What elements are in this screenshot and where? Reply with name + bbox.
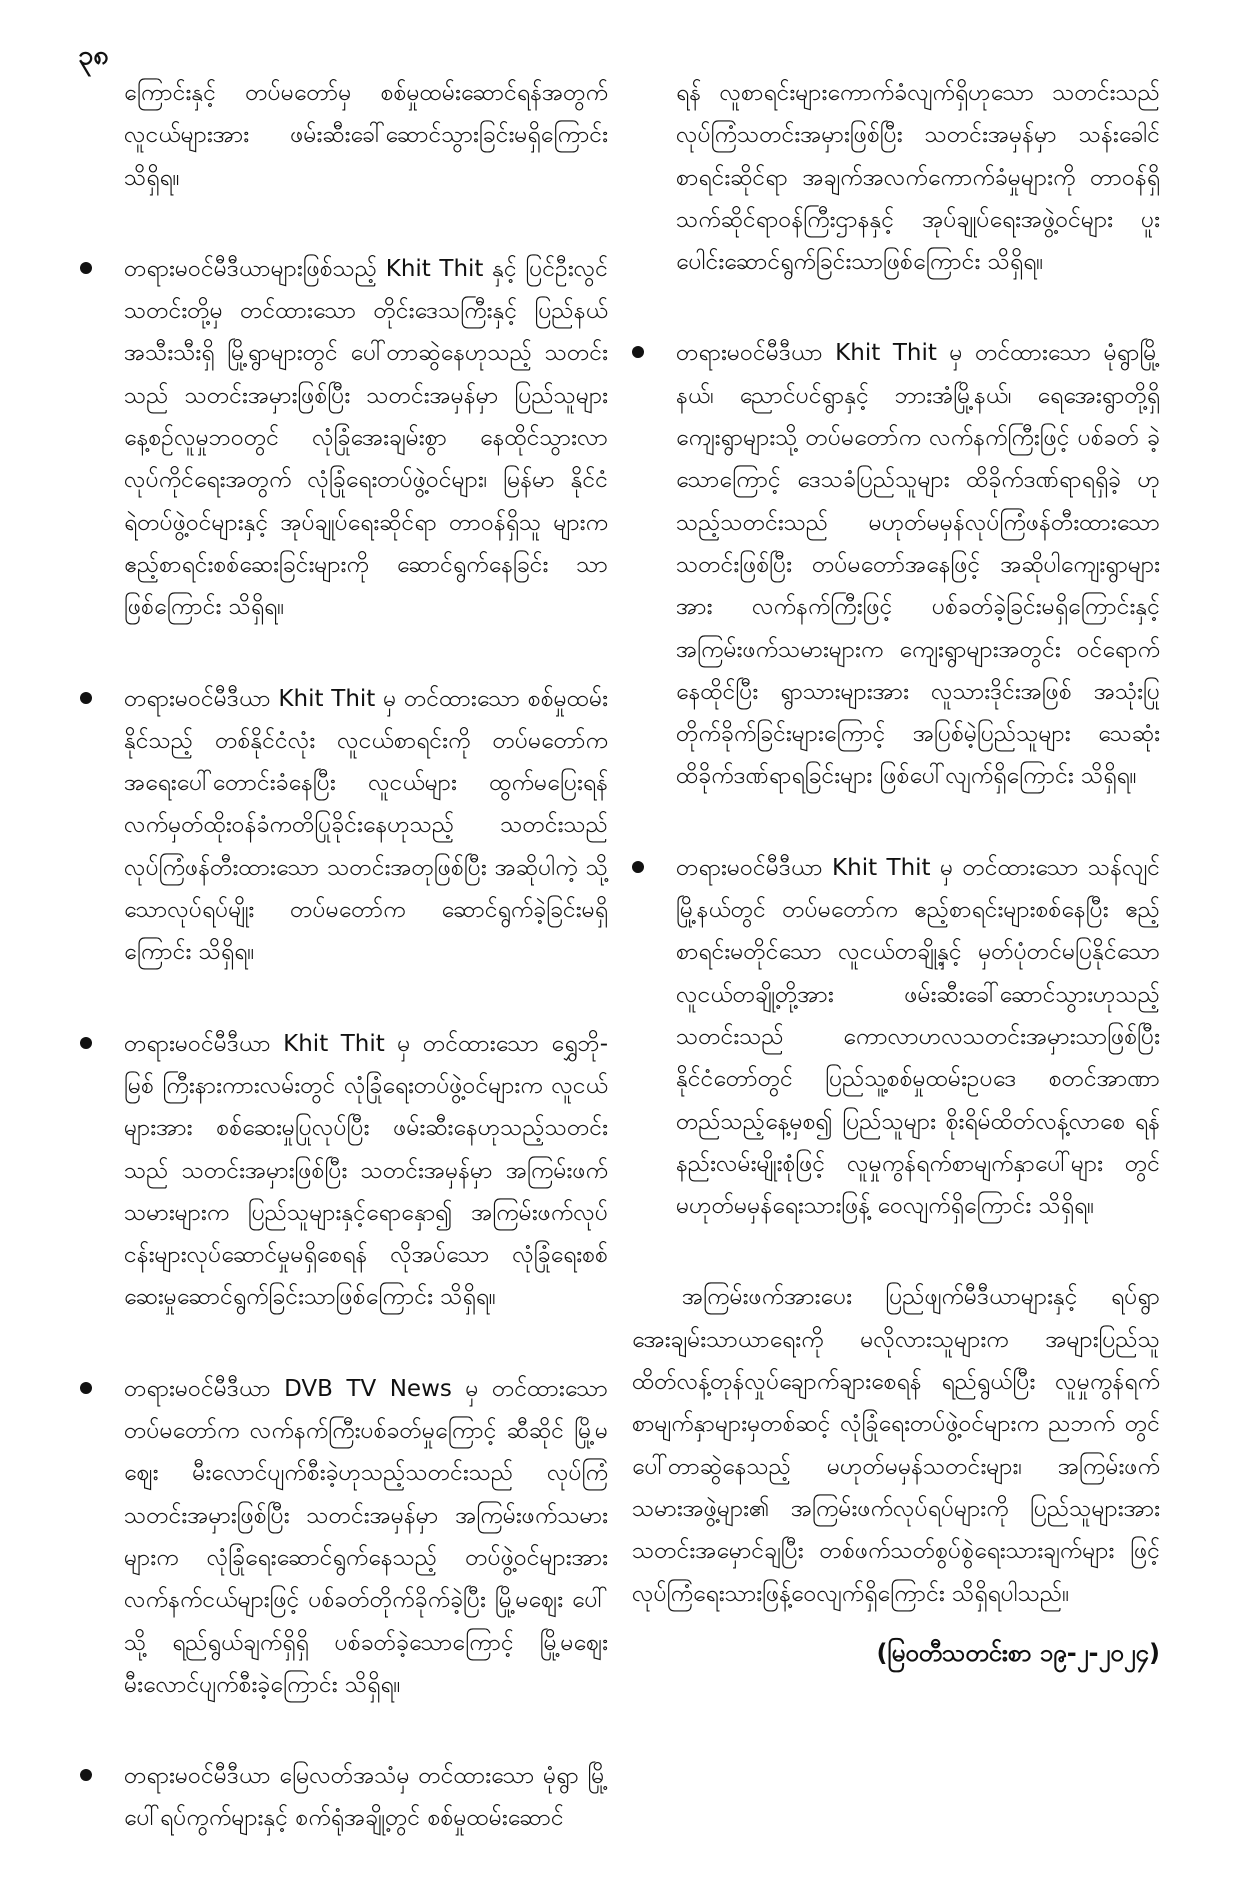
- source-citation: (မြဝတီသတင်းစာ ၁၉-၂-၂၀၂၄): [876, 1638, 1160, 1667]
- right-column: [632, 72, 1160, 1673]
- bullet-icon: [632, 861, 644, 873]
- bullet-item: [80, 1755, 608, 1840]
- bullet-text: တရားမဝင်မီဒီယာ Khit Thit မှ တင်ထားသော သန်လျင် မြို့နယ်တွင် တပ်မတော်က ဧည့်စာရင်းများစစ်နေပြီး ဧည့် စာရင်းမတိုင်သော လူငယ်တချို့နှင့် မှတ်ပုံတင်မပြနိုင်သော လူငယ်တချို့တို့အား ဖမ်းဆီးခေါ်ဆောင်သွားဟုသည့် သတင်းသည် ကောလာဟလသတင်းအမှားသာဖြစ်ပြီး နိုင်ငံတော်တွင် ပြည်သူ့စစ်မှုထမ်းဥပဒေ စတင်အာဏာ တည်သည့်နေ့မှစ၍ ပြည်သူများ စိုးရိမ်ထိတ်လန့်လာစေ ရန် နည်းလမ်းမျိုးစုံဖြင့် လူမှုကွန်ရက်စာမျက်နှာပေါ်များ တွင် မဟုတ်မမှန်ရေးသားဖြန့် ဝေလျက်ရှိကြောင်း သိရှိရ။: [676, 854, 1160, 1220]
- bullet-icon: [80, 1382, 92, 1394]
- bullet-text: တရားမဝင်မီဒီယာ Khit Thit မှ တင်ထားသော စစ်မှုထမ်း နိုင်သည့် တစ်နိုင်ငံလုံး လူငယ်စာရင်းကို တပ်မတော်က အရေးပေါ်တောင်းခံနေပြီး လူငယ်များ ထွက်မပြေးရန် လက်မှတ်ထိုးဝန်ခံကတိပြုခိုင်းနေဟုသည့် သတင်းသည် လုပ်ကြံဖန်တီးထားသော သတင်းအတုဖြစ်ပြီး အဆိုပါကဲ့ သို့သောလုပ်ရပ်မျိုး တပ်မတော်က ဆောင်ရွက်ခဲ့ခြင်းမရှိ ကြောင်း သိရှိရ။: [124, 685, 608, 966]
- bullet-icon: [80, 692, 92, 704]
- left-column: [80, 72, 608, 1889]
- bullet-icon: [80, 262, 92, 274]
- bullet-item: [632, 332, 1160, 797]
- continued-paragraph: ရန် လူစာရင်းများကောက်ခံလျက်ရှိဟုသော သတင်းသည် လုပ်ကြံသတင်းအမှားဖြစ်ပြီး သတင်းအမှန်မှာ သန်းခေါင် စာရင်းဆိုင်ရာ အချက်အလက်ကောက်ခံမှုများကို တာဝန်ရှိ သက်ဆိုင်ရာဝန်ကြီးဌာနနှင့် အုပ်ချုပ်ရေးအဖွဲ့ဝင်များ ပူး ပေါင်းဆောင်ရွက်ခြင်းသာဖြစ်ကြောင်း သိရှိရ။: [676, 80, 1160, 276]
- bullet-text: တရားမဝင်မီဒီယာ Khit Thit မှ တင်ထားသော မုံရွာမြို့ နယ်၊ ညောင်ပင်ရွာနှင့် ဘားအံမြို့နယ်၊ ရေအေးရွာတို့ရှိ ကျေးရွာများသို့ တပ်မတော်က လက်နက်ကြီးဖြင့် ပစ်ခတ် ခဲ့သောကြောင့် ဒေသခံပြည်သူများ ထိခိုက်ဒဏ်ရာရရှိခဲ့ ဟုသည့်သတင်းသည် မဟုတ်မမှန်လုပ်ကြံဖန်တီးထားသော သတင်းဖြစ်ပြီး တပ်မတော်အနေဖြင့် အဆိုပါကျေးရွာများ အား လက်နက်ကြီးဖြင့် ပစ်ခတ်ခဲ့ခြင်းမရှိကြောင်းနှင့် အကြမ်းဖက်သမားများက ကျေးရွာများအတွင်း ဝင်ရောက် နေထိုင်ပြီး ရွာသားများအား လူသားဒိုင်းအဖြစ် အသုံးပြု တိုက်ခိုက်ခြင်းများကြောင့် အပြစ်မဲ့ပြည်သူများ သေဆုံး ထိခိုက်ဒဏ်ရာရခြင်းများ ဖြစ်ပေါ်လျက်ရှိကြောင်း သိရှိရ။: [676, 340, 1160, 790]
- bullet-item: [80, 1368, 608, 1706]
- continued-paragraph: ကြောင်းနှင့် တပ်မတော်မှ စစ်မှုထမ်းဆောင်ရန်အတွက် လူငယ်များအား ဖမ်းဆီးခေါ်ဆောင်သွားခြင်းမရှိကြောင်း သိရှိရ။: [124, 80, 608, 191]
- bullet-item: [632, 847, 1160, 1228]
- page-number: ၃၈: [78, 40, 109, 71]
- bullet-item: [80, 1023, 608, 1319]
- closing-paragraph: အကြမ်းဖက်အားပေး ပြည်ဖျက်မီဒီယာများနှင့် ရပ်ရွာ အေးချမ်းသာယာရေးကို မလိုလားသူများက အများပြည်သူ ထိတ်လန့်တုန်လှုပ်ချောက်ချားစေရန် ရည်ရွယ်ပြီး လူမှုကွန်ရက် စာမျက်နှာများမှတစ်ဆင့် လုံခြုံရေးတပ်ဖွဲ့ဝင်များက ညဘက် တွင် ပေါ်တာဆွဲနေသည့် မဟုတ်မမှန်သတင်းများ၊ အကြမ်းဖက် သမားအဖွဲ့များ၏ အကြမ်းဖက်လုပ်ရပ်များကို ပြည်သူများအား သတင်းအမှောင်ချပြီး တစ်ဖက်သတ်စွပ်စွဲရေးသားချက်များ ဖြင့် လုပ်ကြံရေးသားဖြန့်ဝေလျက်ရှိကြောင်း သိရှိရပါသည်။: [632, 1284, 1160, 1607]
- bullet-text: တရားမဝင်မီဒီယာများဖြစ်သည့် Khit Thit နှင့် ပြင်ဦးလွင် သတင်းတို့မှ တင်ထားသော တိုင်းဒေသကြီးနှင့် ပြည်နယ် အသီးသီးရှိ မြို့ရွာများတွင် ပေါ်တာဆွဲနေဟုသည့် သတင်း သည် သတင်းအမှားဖြစ်ပြီး သတင်းအမှန်မှာ ပြည်သူများ နေ့စဉ်လူမှုဘဝတွင် လုံခြုံအေးချမ်းစွာ နေထိုင်သွားလာ လုပ်ကိုင်ရေးအတွက် လုံခြုံရေးတပ်ဖွဲ့ဝင်များ၊ မြန်မာ နိုင်ငံရဲတပ်ဖွဲ့ဝင်များနှင့် အုပ်ချုပ်ရေးဆိုင်ရာ တာဝန်ရှိသူ များက ဧည့်စာရင်းစစ်ဆေးခြင်းများကို ဆောင်ရွက်နေခြင်း သာဖြစ်ကြောင်း သိရှိရ။: [124, 255, 608, 621]
- bullet-item: [80, 678, 608, 974]
- bullet-text: တရားမဝင်မီဒီယာ DVB TV News မှ တင်ထားသော တပ်မတော်က လက်နက်ကြီးပစ်ခတ်မှုကြောင့် ဆီဆိုင် မြို့မဈေး မီးလောင်ပျက်စီးခဲ့ဟုသည့်သတင်းသည် လုပ်ကြံ သတင်းအမှားဖြစ်ပြီး သတင်းအမှန်မှာ အကြမ်းဖက်သမား များက လုံခြုံရေးဆောင်ရွက်နေသည့် တပ်ဖွဲ့ဝင်များအား လက်နက်ငယ်များဖြင့် ပစ်ခတ်တိုက်ခိုက်ခဲ့ပြီး မြို့မဈေး ပေါ်သို့ ရည်ရွယ်ချက်ရှိရှိ ပစ်ခတ်ခဲ့သောကြောင့် မြို့မဈေး မီးလောင်ပျက်စီးခဲ့ကြောင်း သိရှိရ။: [124, 1375, 608, 1698]
- bullet-text: တရားမဝင်မီဒီယာ Khit Thit မှ တင်ထားသော ရွှေဘို-မြစ် ကြီးနားကားလမ်းတွင် လုံခြုံရေးတပ်ဖွဲ့ဝင်များက လူငယ် များအား စစ်ဆေးမှုပြုလုပ်ပြီး ဖမ်းဆီးနေဟုသည့်သတင်း သည် သတင်းအမှားဖြစ်ပြီး သတင်းအမှန်မှာ အကြမ်းဖက် သမားများက ပြည်သူများနှင့်ရောနှော၍ အကြမ်းဖက်လုပ် ငန်းများလုပ်ဆောင်မှုမရှိစေရန် လိုအပ်သော လုံခြုံရေးစစ် ဆေးမှုဆောင်ရွက်ခြင်းသာဖြစ်ကြောင်း သိရှိရ။: [124, 1030, 608, 1311]
- bullet-icon: [80, 1037, 92, 1049]
- bullet-icon: [632, 346, 644, 358]
- bullet-icon: [80, 1769, 92, 1781]
- bullet-text: တရားမဝင်မီဒီယာ မြေလတ်အသံမှ တင်ထားသော မုံရွာ မြို့ပေါ်ရပ်ကွက်များနှင့် စက်ရုံအချို့တွင် စစ်မှုထမ်းဆောင်: [124, 1763, 608, 1832]
- bullet-item: [80, 248, 608, 629]
